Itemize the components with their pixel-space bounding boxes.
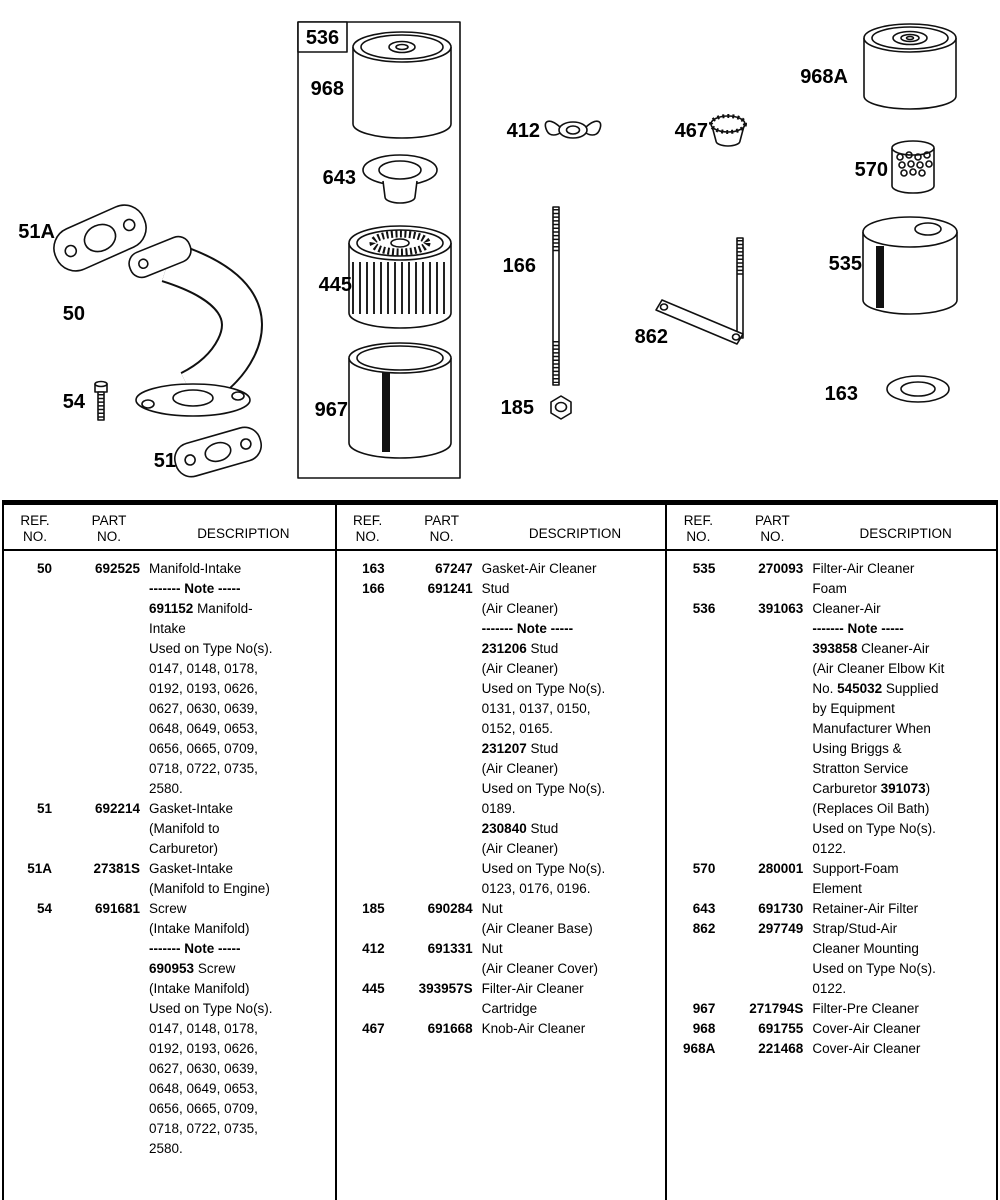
column-header-2 — [335, 505, 666, 549]
part-no: 691730 — [758, 901, 804, 916]
ref-no: 50 — [36, 561, 52, 576]
table-row — [4, 899, 335, 1159]
table-row — [667, 1019, 996, 1039]
part-no: 393957S — [418, 981, 473, 996]
ref-no: 54 — [36, 901, 52, 916]
ref-no: 967 — [692, 1001, 716, 1016]
ref-header-line1: REF. — [20, 513, 50, 528]
callout-50: 50 — [62, 303, 85, 325]
part-no: 27381S — [93, 861, 140, 876]
table-row — [4, 859, 335, 899]
part-967-precleaner-drawing — [349, 343, 451, 458]
part-no: 691241 — [427, 581, 473, 596]
part-no: 690284 — [427, 901, 473, 916]
part-header-line2: NO. — [760, 529, 785, 544]
table-column-2 — [335, 551, 666, 1200]
part-no: 692525 — [94, 561, 140, 576]
part-no: 691681 — [94, 901, 140, 916]
table-row — [337, 939, 666, 979]
callout-166: 166 — [502, 255, 536, 277]
callout-163: 163 — [824, 383, 858, 405]
callout-51A: 51A — [18, 221, 55, 243]
part-no: 692214 — [94, 801, 140, 816]
ref-no: 968 — [692, 1021, 716, 1036]
table-row — [337, 559, 666, 579]
part-163-gasket-drawing — [887, 376, 949, 402]
description: Gasket-Intake (Manifold to Carburetor) — [149, 801, 234, 856]
table-column-1 — [4, 551, 335, 1200]
description: Support-Foam Element — [812, 861, 899, 896]
part-54-screw-drawing — [95, 382, 107, 421]
part-no-header — [729, 511, 815, 545]
table-row — [667, 1039, 996, 1059]
description: Cover-Air Cleaner — [812, 1041, 921, 1056]
description: Screw (Intake Manifold) ------- Note ----- 690953 Screw (Intake Manifold) Used on Type No(s). 0147, 0148, 0178, 0192, 0193, 0626, 0627, 0630, 0639, 0648, 0649, 0653, 0656, 0665, 0709, 0718, 0722, 0735, 2580. — [149, 901, 273, 1156]
table-row — [337, 899, 666, 939]
part-no: 221468 — [758, 1041, 804, 1056]
ref-no: 412 — [362, 941, 385, 956]
callout-536: 536 — [305, 27, 340, 49]
callout-862: 862 — [634, 326, 668, 348]
part-no: 67247 — [435, 561, 473, 576]
callout-412: 412 — [506, 120, 540, 142]
part-header-line1: PART — [754, 513, 790, 528]
ref-no: 166 — [362, 581, 385, 596]
callout-967: 967 — [314, 399, 348, 421]
part-no: 270093 — [758, 561, 804, 576]
table-row — [667, 999, 996, 1019]
part-862-strap-drawing — [656, 238, 743, 344]
part-header-line2: NO. — [429, 529, 454, 544]
part-185-nut-drawing — [551, 396, 571, 419]
description: Filter-Pre Cleaner — [812, 1001, 919, 1016]
table-row — [667, 599, 996, 859]
part-no-header — [399, 511, 485, 545]
part-50-manifold-drawing — [125, 233, 250, 416]
part-header-line1: PART — [91, 513, 127, 528]
description-header: DESCRIPTION — [859, 526, 952, 541]
part-51-gasket-drawing — [171, 424, 265, 481]
part-no: 391063 — [758, 601, 804, 616]
table-row — [667, 919, 996, 999]
part-no: 691755 — [758, 1021, 804, 1036]
part-no: 691668 — [427, 1021, 473, 1036]
description: Nut (Air Cleaner Base) — [481, 901, 593, 936]
description: Knob-Air Cleaner — [481, 1021, 586, 1036]
table-row — [667, 899, 996, 919]
exploded-parts-diagram — [0, 0, 1000, 500]
ref-header-line1: REF. — [683, 513, 713, 528]
callout-54: 54 — [62, 391, 85, 413]
ref-no: 570 — [692, 861, 716, 876]
ref-header-line2: NO. — [22, 529, 47, 544]
table-row — [667, 859, 996, 899]
ref-no: 643 — [692, 901, 716, 916]
ref-no: 862 — [692, 921, 716, 936]
ref-no: 536 — [692, 601, 716, 616]
ref-no: 467 — [362, 1021, 385, 1036]
callout-445: 445 — [318, 274, 352, 296]
table-row — [337, 979, 666, 1019]
ref-header-line1: REF. — [353, 513, 383, 528]
table-body — [4, 551, 996, 1200]
part-570-support-drawing — [892, 141, 934, 193]
ref-no: 51 — [36, 801, 52, 816]
table-header-row — [4, 505, 996, 551]
table-column-3 — [665, 551, 996, 1200]
description: Filter-Air Cleaner Foam — [812, 561, 915, 596]
part-no: 271794S — [749, 1001, 804, 1016]
callout-535: 535 — [828, 253, 862, 275]
part-no: 691331 — [427, 941, 473, 956]
ref-no: 535 — [692, 561, 716, 576]
part-445-cartridge-drawing — [349, 226, 451, 328]
callout-968: 968 — [310, 78, 344, 100]
column-header-3 — [665, 505, 996, 549]
callout-51: 51 — [153, 450, 176, 472]
ref-no-header — [667, 511, 729, 545]
part-968A-cover-drawing — [864, 24, 956, 109]
part-header-line1: PART — [424, 513, 460, 528]
callout-185: 185 — [500, 397, 534, 419]
part-412-wingnut-drawing — [545, 121, 600, 138]
ref-no: 445 — [362, 981, 385, 996]
ref-no: 968A — [683, 1041, 716, 1056]
table-row — [337, 1019, 666, 1039]
part-467-knob-drawing — [711, 116, 745, 146]
description: Stud (Air Cleaner) ------- Note ----- 231206 Stud (Air Cleaner) Used on Type No(s). 0131, 0137, 0150, 0152, 0165. 231207 Stud (Air Cleaner) Used on Type No(s). 0189. 230840 Stud (Air Cleaner) Used on Type No(s). 0123, 0176, 0196. — [481, 581, 606, 896]
ref-no: 51A — [27, 861, 52, 876]
description: Filter-Air Cleaner Cartridge — [481, 981, 584, 1016]
ref-no-header — [337, 511, 399, 545]
ref-header-line2: NO. — [355, 529, 380, 544]
description: Cover-Air Cleaner — [812, 1021, 921, 1036]
table-row — [667, 559, 996, 599]
part-643-retainer-drawing — [363, 155, 437, 203]
description: Strap/Stud-Air Cleaner Mounting Used on Type No(s). 0122. — [812, 921, 936, 996]
description: Cleaner-Air ------- Note ----- 393858 Cleaner-Air (Air Cleaner Elbow Kit No. 545032 Supplied by Equipment Manufacturer When Using Briggs & Stratton Service Carburetor 391073) (Replaces Oil Bath) Used on Type No(s). 0122. — [812, 601, 945, 856]
part-no: 280001 — [758, 861, 804, 876]
part-header-line2: NO. — [96, 529, 121, 544]
callout-968A: 968A — [800, 66, 848, 88]
ref-no: 163 — [362, 561, 385, 576]
description: Gasket-Intake (Manifold to Engine) — [149, 861, 270, 896]
part-166-stud-drawing — [553, 207, 559, 385]
table-row — [4, 559, 335, 799]
part-535-foam-filter-drawing — [863, 217, 957, 314]
ref-no-header — [4, 511, 66, 545]
ref-no: 185 — [362, 901, 385, 916]
ref-header-line2: NO. — [686, 529, 711, 544]
part-no-header — [66, 511, 152, 545]
part-no: 297749 — [758, 921, 804, 936]
description-header: DESCRIPTION — [528, 526, 622, 541]
description: Retainer-Air Filter — [812, 901, 919, 916]
callout-570: 570 — [854, 159, 888, 181]
parts-table — [2, 500, 998, 1200]
description: Gasket-Air Cleaner — [481, 561, 597, 576]
description: Nut (Air Cleaner Cover) — [481, 941, 598, 976]
column-header-1 — [4, 505, 335, 549]
callout-467: 467 — [674, 120, 708, 142]
table-row — [337, 579, 666, 899]
table-row — [4, 799, 335, 859]
description-header: DESCRIPTION — [197, 526, 290, 541]
callout-643: 643 — [322, 167, 356, 189]
part-968-cover-drawing — [353, 32, 451, 138]
description: Manifold-Intake ------- Note ----- 691152 Manifold- Intake Used on Type No(s). 0147, 0148, 0178, 0192, 0193, 0626, 0627, 0630, 0639, 0648, 0649, 0653, 0656, 0665, 0709, 0718, 0722, 0735, 2580. — [149, 561, 273, 796]
